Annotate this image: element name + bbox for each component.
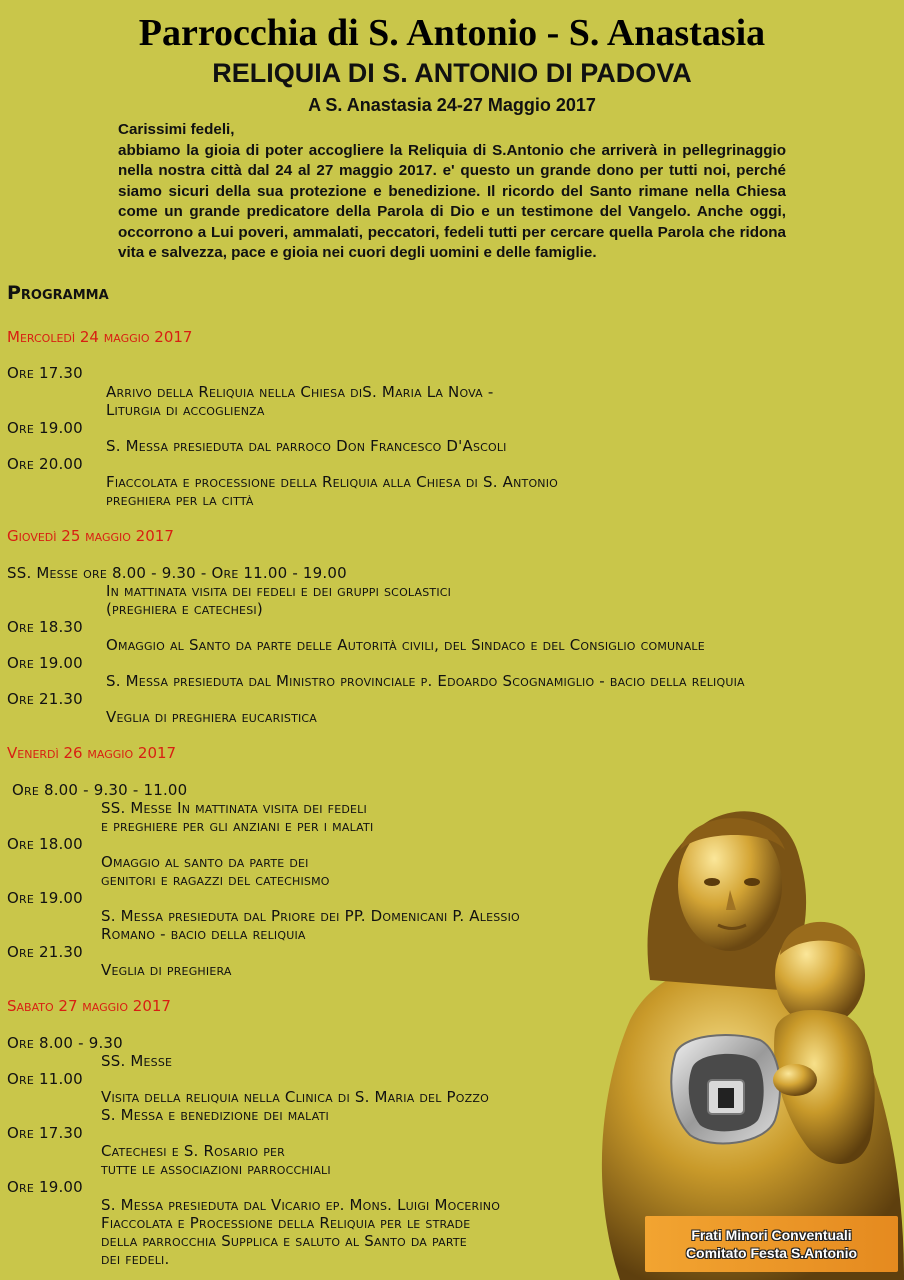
schedule-desc: dei fedeli. [101,1250,170,1268]
schedule-desc: Fiaccolata e processione della Reliquia alla Chiesa di S. Antonio [106,473,559,491]
saint-statue-image [580,790,904,1280]
schedule-desc: della parrocchia Supplica e saluto al Santo da parte [101,1232,467,1250]
schedule-time: Ore 17.30 [7,1124,83,1142]
schedule-desc: S. Messa presieduta dal parroco Don Francesco D'Ascoli [106,437,507,455]
schedule-desc: In mattinata visita dei fedeli e dei gruppi scolastici [106,582,452,600]
schedule-desc: Arrivo della Reliquia nella Chiesa diS. Maria La Nova - [106,383,494,401]
schedule-desc: Veglia di preghiera [101,961,232,979]
schedule-time: Ore 8.00 - 9.30 - 11.00 [12,781,188,799]
schedule-desc: Visita della reliquia nella Clinica di S. Maria del Pozzo [101,1088,489,1106]
schedule-time: Ore 11.00 [7,1070,83,1088]
schedule-desc: SS. Messe In mattinata visita dei fedeli [101,799,367,817]
schedule-desc: S. Messa presieduta dal Priore dei PP. Domenicani P. Alessio [101,907,520,925]
schedule-time: Ore 17.30 [7,364,83,382]
letter [118,120,786,264]
schedule-desc: Liturgia di accoglienza [106,401,265,419]
schedule-desc: (preghiera e catechesi) [106,600,263,618]
page-subtitle: RELIQUIA DI S. ANTONIO DI PADOVA [212,58,692,88]
schedule-desc: SS. Messe [101,1052,173,1070]
schedule-time: Ore 21.30 [7,690,83,708]
schedule-desc: S. Messa presieduta dal Vicario ep. Mons. Luigi Mocerino [101,1196,501,1214]
footer-text [645,1226,898,1262]
day-heading-wednesday: Mercoledì 24 maggio 2017 [7,328,193,346]
schedule-desc: preghiera per la città [106,491,254,509]
day-heading-thursday: Giovedì 25 maggio 2017 [7,527,174,545]
schedule-desc: S. Messa e benedizione dei malati [101,1106,329,1124]
schedule-desc: tutte le associazioni parrocchiali [101,1160,331,1178]
schedule-desc: S. Messa presieduta dal Ministro provinciale p. Edoardo Scognamiglio - bacio della reliquia [106,672,745,690]
schedule-desc: Omaggio al santo da parte dei [101,853,309,871]
schedule-desc: genitori e ragazzi del catechismo [101,871,330,889]
schedule-desc: Omaggio al Santo da parte delle Autorità civili, del Sindaco e del Consiglio comunale [106,636,705,654]
day-heading-friday: Venerdì 26 maggio 2017 [7,744,177,762]
schedule-desc: Veglia di preghiera eucaristica [106,708,318,726]
letter-greeting: Carissimi fedeli, [118,121,235,138]
schedule-time: Ore 21.30 [7,943,83,961]
footer-line-2: Comitato Festa S.Antonio [685,1245,858,1261]
program-heading: Programma [7,282,109,304]
day-heading-saturday: Sabato 27 maggio 2017 [7,997,171,1015]
letter-body: abbiamo la gioia di poter accogliere la Reliquia di S.Antonio che arriverà in pellegrinaggio nella nostra città dal 24 al 27 maggio 2017. e' questo un grande dono per tutti noi, perché siamo sicuri della sua protezione e benedizione. Il ricordo del Santo rimane nella Chiesa come un grande predicatore della Parola di Dio e un testimone del Vangelo. Anche oggi, occorrono a Lui poveri, ammalati, peccatori, fedeli tutti per cercare quella Parola che ridona vita e salvezza, pace e gioia nei cuori degli uomini e delle famiglie. [118,141,786,261]
schedule-time: Ore 8.00 - 9.30 [7,1034,123,1052]
schedule-time: Ore 18.00 [7,835,83,853]
schedule-desc: e preghiere per gli anziani e per i malati [101,817,374,835]
schedule-time: Ore 20.00 [7,455,83,473]
page-title: Parrocchia di S. Antonio - S. Anastasia [138,12,766,54]
schedule-time: Ore 18.30 [7,618,83,636]
schedule-time: Ore 19.00 [7,654,83,672]
footer-line-1: Frati Minori Conventuali [691,1227,852,1243]
schedule-time: Ore 19.00 [7,889,83,907]
schedule-desc: Fiaccolata e Processione della Reliquia per le strade [101,1214,471,1232]
event-dates: A S. Anastasia 24-27 Maggio 2017 [308,95,596,115]
schedule-time: SS. Messe ore 8.00 - 9.30 - Ore 11.00 - 19.00 [7,564,347,582]
schedule-desc: Catechesi e S. Rosario per [101,1142,286,1160]
schedule-time: Ore 19.00 [7,419,83,437]
schedule-desc: Romano - bacio della reliquia [101,925,306,943]
schedule-time: Ore 19.00 [7,1178,83,1196]
